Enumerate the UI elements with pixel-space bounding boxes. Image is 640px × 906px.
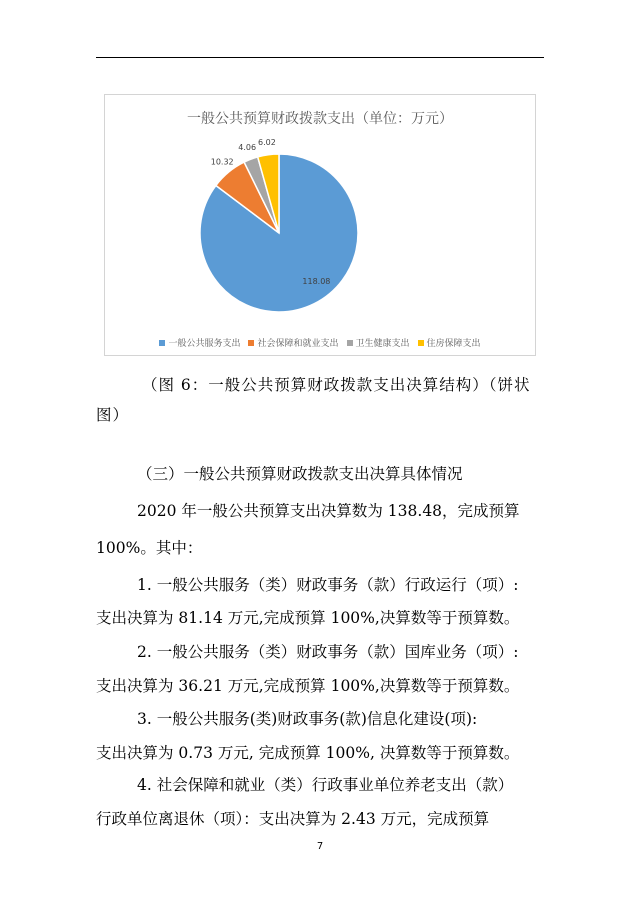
pie-chart (104, 94, 536, 356)
item-4-line-1: 4. 社会保障和就业（类）行政事业单位养老支出（款） (137, 776, 514, 794)
legend-item (418, 336, 481, 349)
item-4-line-2: 行政单位离退休（项）：支出决算为 2.43 万元，完成预算 (96, 810, 490, 828)
slice-data-label: 6.02 (257, 137, 276, 147)
summary-line-2: 100%。其中： (96, 539, 203, 557)
item-2-line-1: 2. 一般公共服务（类）财政事务（款）国库业务（项）: (137, 643, 519, 661)
legend-swatch (159, 340, 165, 346)
pie-chart-plot (105, 95, 535, 355)
legend-item (347, 336, 410, 349)
item-1-line-2: 支出决算为 81.14 万元,完成预算 100%,决算数等于预算数。 (96, 609, 520, 627)
figure-caption: （图 6：一般公共预算财政拨款支出决算结构）（饼状图） (96, 376, 531, 424)
legend-label: 卫生健康支出 (355, 339, 410, 349)
item-2-line-2: 支出决算为 36.21 万元,完成预算 100%,决算数等于预算数。 (96, 677, 520, 695)
page-number: 7 (316, 841, 324, 852)
legend-item (248, 336, 338, 349)
summary-line-1: 2020 年一般公共预算支出决算数为 138.48，完成预算 (137, 502, 520, 520)
legend-swatch (248, 340, 254, 346)
item-1-line-1: 1. 一般公共服务（类）财政事务（款）行政运行（项）: (137, 576, 519, 594)
item-3-line-1: 3. 一般公共服务(类)财政事务(款)信息化建设(项): (137, 710, 478, 728)
legend-swatch (347, 340, 353, 346)
slice-data-label: 4.06 (238, 142, 257, 152)
slice-data-label: 118.08 (302, 276, 331, 286)
legend-label: 社会保障和就业支出 (257, 339, 339, 349)
chart-title: 一般公共预算财政拨款支出（单位：万元） (187, 111, 453, 127)
legend-item (159, 336, 240, 349)
legend-label: 住房保障支出 (426, 339, 481, 349)
header-rule (96, 57, 544, 58)
section-heading: （三）一般公共预算财政拨款支出决算具体情况 (137, 465, 463, 483)
legend-label: 一般公共服务支出 (168, 339, 241, 349)
legend-swatch (418, 340, 424, 346)
chart-legend (105, 336, 535, 349)
slice-data-label: 10.32 (210, 157, 234, 167)
item-3-line-2: 支出决算为 0.73 万元, 完成预算 100%, 决算数等于预算数。 (96, 744, 520, 762)
